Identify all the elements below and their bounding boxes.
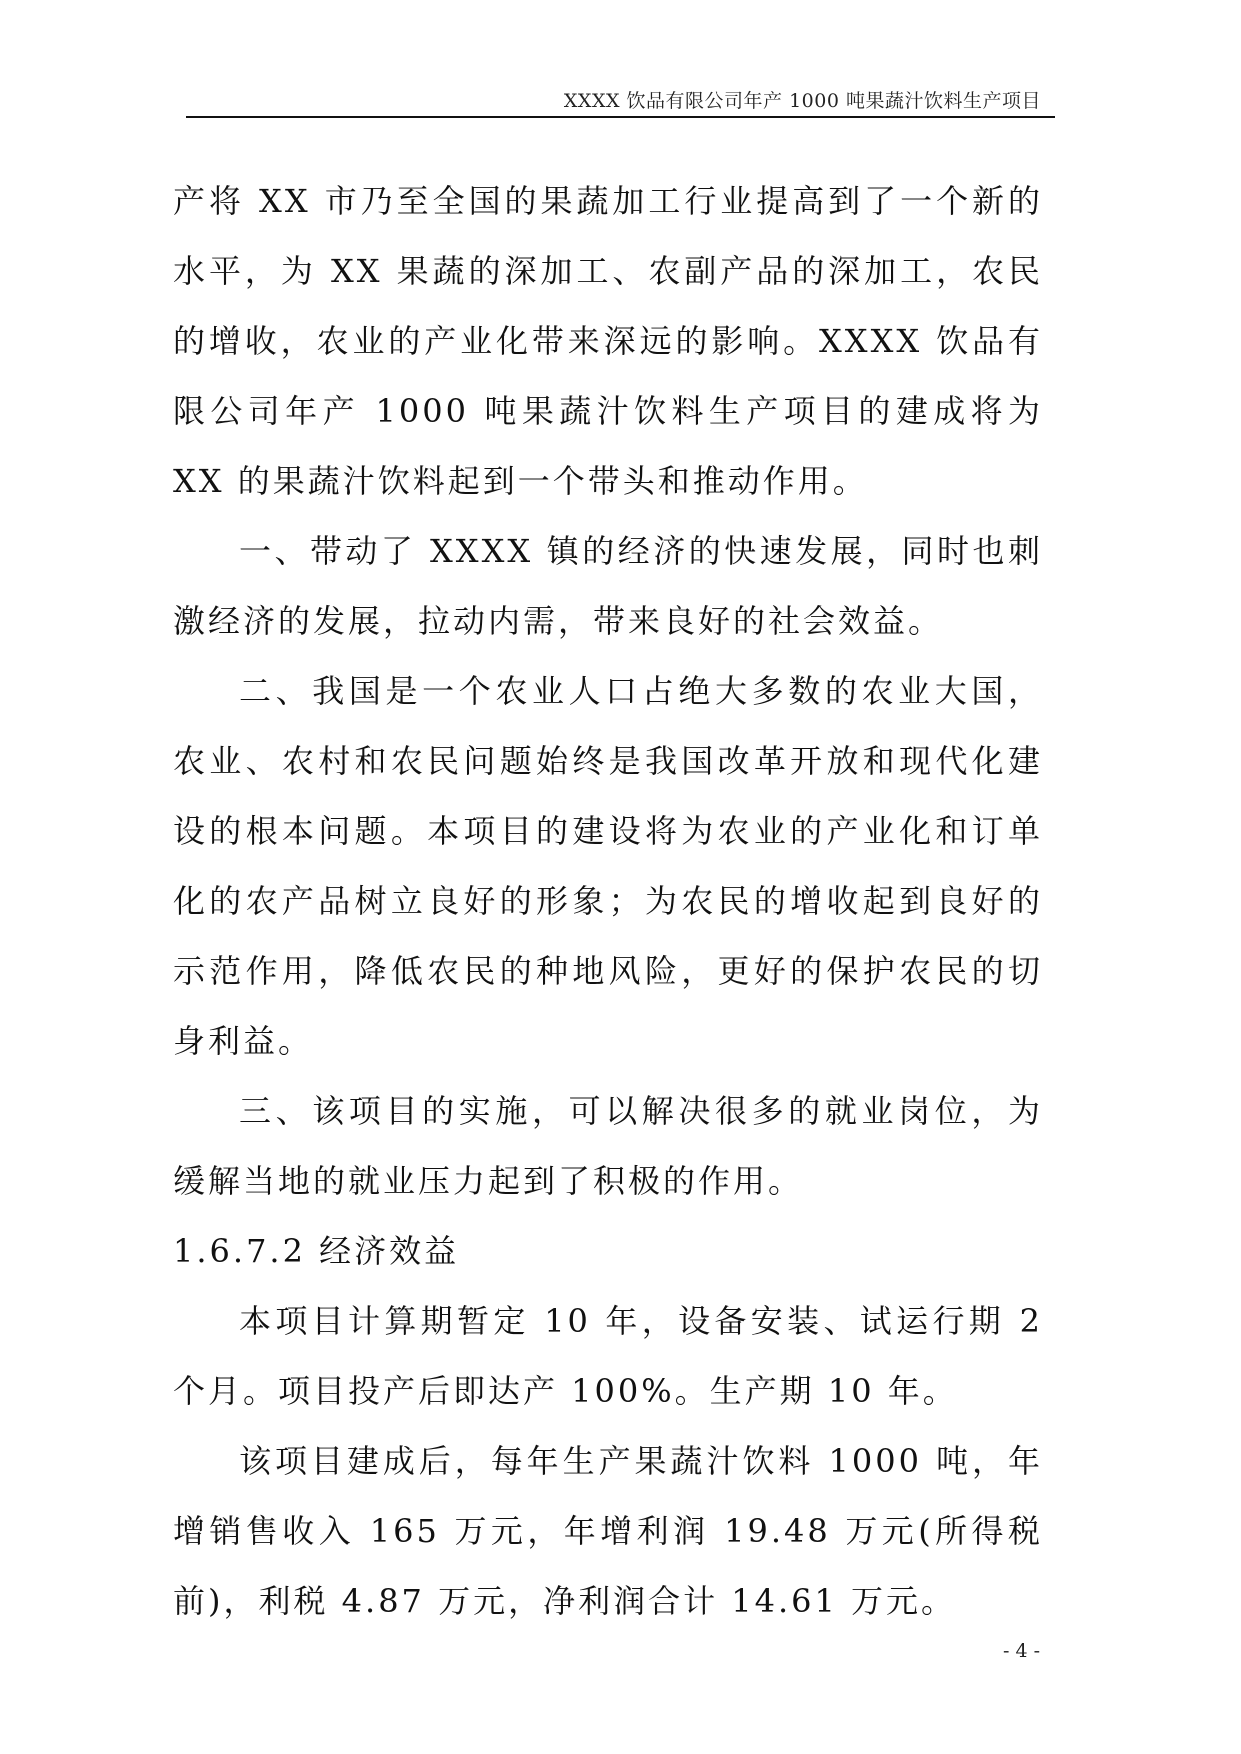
paragraph-point-3: 三、该项目的实施，可以解决很多的就业岗位，为缓解当地的就业压力起到了积极的作用。 bbox=[173, 1092, 1043, 1200]
document-body bbox=[173, 166, 1043, 1636]
paragraph-point-1: 一、带动了 XXXX 镇的经济的快速发展，同时也刺激经济的发展，拉动内需，带来良好的社会效益。 bbox=[173, 532, 1043, 640]
paragraph-continuation: 产将 XX 市乃至全国的果蔬加工行业提高到了一个新的水平，为 XX 果蔬的深加工、农副产品的深加工，农民的增收，农业的产业化带来深远的影响。XXXX 饮品有限公司年产 1000 吨果蔬汁饮料生产项目的建成将为 XX 的果蔬汁饮料起到一个带头和推动作用。 bbox=[173, 182, 1043, 500]
header-rule bbox=[186, 116, 1055, 118]
paragraph-point-2: 二、我国是一个农业人口占绝大多数的农业大国，农业、农村和农民问题始终是我国改革开放和现代化建设的根本问题。本项目的建设将为农业的产业化和订单化的农产品树立良好的形象；为农民的增收起到良好的示范作用，降低农民的种地风险，更好的保护农民的切身利益。 bbox=[173, 672, 1043, 1060]
section-heading-economic-benefit: 1.6.7.2 经济效益 bbox=[173, 1232, 460, 1270]
paragraph-revenue-profit: 该项目建成后，每年生产果蔬汁饮料 1000 吨，年增销售收入 165 万元，年增利润 19.48 万元(所得税前)，利税 4.87 万元，净利润合计 14.61 万元。 bbox=[173, 1442, 1043, 1620]
running-header-title: XXXX 饮品有限公司年产 1000 吨果蔬汁饮料生产项目 bbox=[563, 90, 1041, 112]
paragraph-calculation-period: 本项目计算期暂定 10 年，设备安装、试运行期 2 个月。项目投产后即达产 100%。生产期 10 年。 bbox=[173, 1302, 1043, 1410]
page-number: - 4 - bbox=[1002, 1640, 1040, 1662]
